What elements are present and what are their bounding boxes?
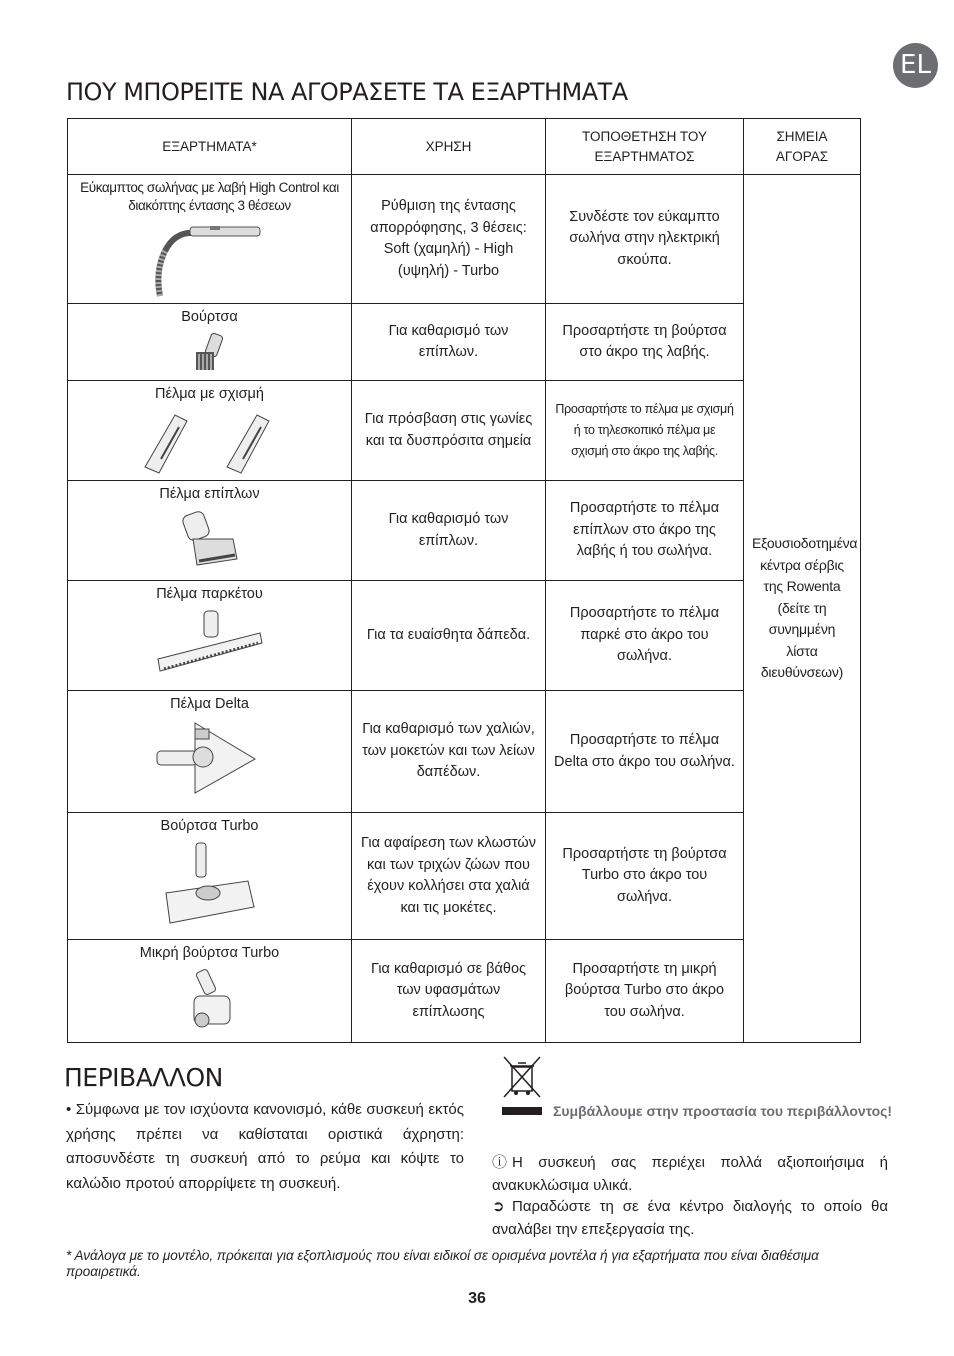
accessory-cell: [68, 940, 352, 1043]
placement-cell: Προσαρτήστε το πέλμα Delta στο άκρο του σωλήνα.: [546, 691, 744, 813]
accessory-name: Πέλμα παρκέτου: [156, 586, 263, 602]
column-header-placement: ΤΟΠΟΘΕΤΗΣΗ ΤΟΥ ΕΞΑΡΤΗΜΑΤΟΣ: [546, 119, 744, 175]
environment-slogan-text: Συμβάλλουμε στην προστασία του περιβάλλοντος!: [553, 1103, 893, 1119]
flexible-hose-icon: [150, 221, 270, 301]
use-cell: Για καθαρισμό των επίπλων.: [352, 304, 546, 381]
arrow-icon: ➲: [492, 1198, 505, 1215]
accessory-cell: [68, 813, 352, 940]
column-header-use: ΧΡΗΣΗ: [352, 119, 546, 175]
placement-cell: Προσαρτήστε τη μικρή βούρτσα Turbo στο άκρο του σωλήνα.: [546, 940, 744, 1043]
use-cell: Για καθαρισμό των επίπλων.: [352, 481, 546, 581]
mini-turbo-brush-icon: [180, 968, 240, 1032]
crossed-bin-icon: [500, 1053, 544, 1119]
accessory-cell: [68, 381, 352, 481]
accessory-cell: [68, 304, 352, 381]
parquet-nozzle-icon: [154, 609, 266, 675]
table-row: [68, 175, 861, 304]
placement-cell: Προσαρτήστε τη βούρτσα Turbo στο άκρο του σωλήνα.: [546, 813, 744, 940]
placement-cell: Συνδέστε τον εύκαμπτο σωλήνα στην ηλεκτρική σκούπα.: [546, 175, 744, 304]
use-cell: Για καθαρισμό σε βάθος των υφασμάτων επίπλωσης: [352, 940, 546, 1043]
accessory-name: Μικρή βούρτσα Turbo: [139, 945, 280, 961]
use-cell: Για πρόσβαση στις γωνίες και τα δυσπρόσιτα σημεία: [352, 381, 546, 481]
points-of-sale-cell: Εξουσιοδοτημένα κέντρα σέρβις της Rowenta (δείτε τη συνημμένη λίστα διευθύνσεων): [744, 175, 861, 1043]
accessory-cell: [68, 481, 352, 581]
info-icon: ⓘ: [492, 1154, 508, 1171]
environment-text: • Σύμφωνα με τον ισχύοντα κανονισμό, κάθε συσκευή εκτός χρήσης πρέπει να καθίσταται οριστικά άχρηστη: αποσυνδέστε τη συσκευή από το ρεύμα και κόψτε το καλώδιο προτού απορρίψετε τη συσκευή.: [66, 1101, 464, 1192]
accessory-name: Πέλμα με σχισμή: [155, 386, 264, 402]
action-line-text: Παραδώστε τη σε ένα κέντρο διαλογής το οποίο θα αναλάβει την επεξεργασία της.: [492, 1198, 888, 1238]
delta-nozzle-icon: [155, 719, 265, 795]
placement-cell: Προσαρτήστε το πέλμα επίπλων στο άκρο της λαβής ή του σωλήνα.: [546, 481, 744, 581]
footnote: * Ανάλογα με το μοντέλο, πρόκειται για εξοπλισμούς που είναι ειδικοί σε ορισμένα μοντέλα ή για εξαρτήματα που είναι διαθέσιμα προαιρετικά.: [66, 1248, 819, 1279]
use-cell: Για καθαρισμό των χαλιών, των μοκετών και των λείων δαπέδων.: [352, 691, 546, 813]
page-title: ΠΟΥ ΜΠΟΡΕΙΤΕ ΝΑ ΑΓΟΡΑΣΕΤΕ ΤΑ ΕΞΑΡΤΗΜΑΤΑ: [66, 78, 628, 106]
action-line: [492, 1196, 888, 1241]
placement-cell: Προσαρτήστε τη βούρτσα στο άκρο της λαβής.: [546, 304, 744, 381]
accessory-cell: [68, 175, 352, 304]
accessory-cell: [68, 691, 352, 813]
language-badge: EL: [893, 43, 938, 88]
table-row: [68, 691, 861, 813]
table-header-row: [68, 119, 861, 175]
table-row: [68, 581, 861, 691]
upholstery-nozzle-icon: [175, 509, 245, 569]
placement-cell: Προσαρτήστε το πέλμα παρκέ στο άκρο του σωλήνα.: [546, 581, 744, 691]
accessory-name: Πέλμα Delta: [170, 696, 249, 712]
use-cell: Ρύθμιση της έντασης απορρόφησης, 3 θέσεις: Soft (χαμηλή) - High (υψηλή) - Turbo: [352, 175, 546, 304]
use-cell: Για τα ευαίσθητα δάπεδα.: [352, 581, 546, 691]
column-header-accessories: ΕΞΑΡΤΗΜΑΤΑ*: [68, 119, 352, 175]
crevice-tool-icon: [135, 409, 285, 475]
info-line-text: Η συσκευή σας περιέχει πολλά αξιοποιήσιμα ή ανακυκλώσιμα υλικά.: [492, 1154, 888, 1194]
accessory-name: Βούρτσα Turbo: [160, 818, 259, 834]
info-line: [492, 1152, 888, 1197]
use-cell: Για αφαίρεση των κλωστών και των τριχών ζώων που έχουν κολλήσει στα χαλιά και τις μοκέτες.: [352, 813, 546, 940]
table-row: [68, 813, 861, 940]
column-header-points-of-sale: ΣΗΜΕΙΑ ΑΓΟΡΑΣ: [744, 119, 861, 175]
table-row: [68, 304, 861, 381]
environment-slogan: [553, 1100, 898, 1124]
table-row: [68, 940, 861, 1043]
accessory-name: Βούρτσα: [181, 309, 238, 325]
accessory-name: Εύκαμπτος σωλήνας με λαβή High Control και διακόπτης έντασης 3 θέσεων: [80, 180, 339, 213]
accessories-table: [67, 118, 861, 1043]
brush-icon: [190, 332, 230, 374]
accessory-cell: [68, 581, 352, 691]
table-row: [68, 481, 861, 581]
accessory-name: Πέλμα επίπλων: [159, 486, 260, 502]
environment-title: ΠΕΡΙΒΑΛΛΟΝ: [64, 1063, 223, 1092]
page-number: 36: [468, 1290, 486, 1307]
placement-cell: Προσαρτήστε το πέλμα με σχισμή ή το τηλεσκοπικό πέλμα με σχισμή στο άκρο της λαβής.: [546, 381, 744, 481]
turbo-brush-icon: [160, 841, 260, 927]
table-row: [68, 381, 861, 481]
